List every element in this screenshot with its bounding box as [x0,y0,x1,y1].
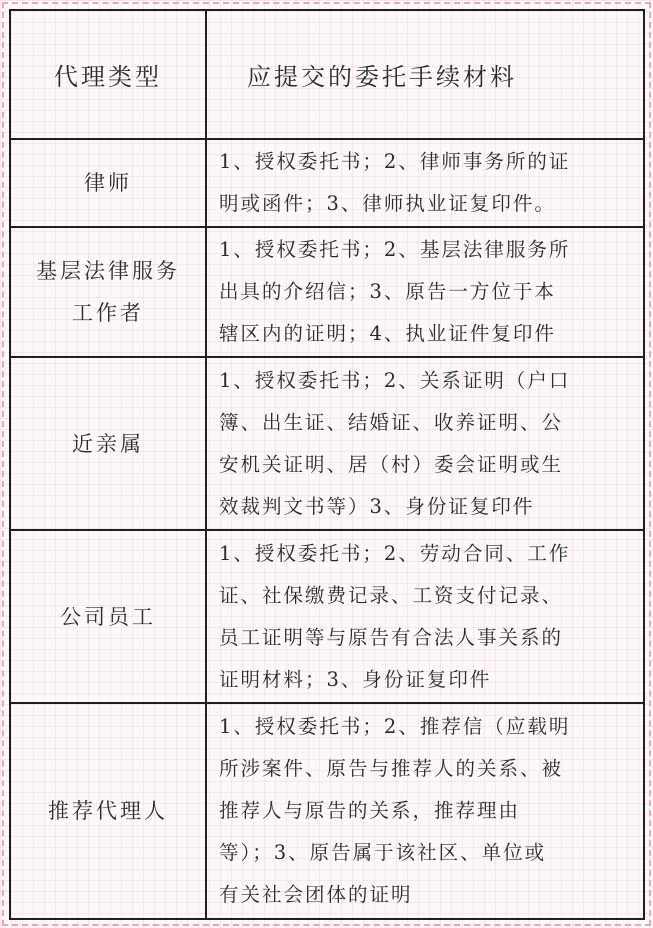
materials-line: 辖区内的证明；4、执业证件复印件 [219,322,556,345]
agent-type-text: 近亲属 [72,431,144,456]
header-row [10,10,644,139]
materials-line: 效裁判文书等）3、身份证复印件 [219,494,535,518]
materials-line: 明或函件；3、律师执业证复印件。 [219,192,556,215]
materials-line: 1、授权委托书；2、基层法律服务所 [219,238,571,261]
table-row [10,227,644,357]
materials-line: 1、授权委托书；2、关系证明（户口 [219,368,571,392]
materials-line: 证明材料；3、身份证复印件 [219,667,492,691]
agent-type-text: 工作者 [72,301,144,325]
materials-line: 所涉案件、原告与推荐人的关系、被 [219,757,564,780]
materials-line: 推荐人与原告的关系，推荐理由 [219,799,521,822]
materials-cell [206,530,644,703]
header-required-materials: 应提交的委托手续材料 [206,10,644,139]
materials-line: 1、授权委托书；2、推荐信（应载明 [219,715,571,738]
materials-line: 有关社会团体的证明 [219,883,413,906]
materials-cell [206,139,644,227]
table-row [10,530,644,703]
materials-line: 1、授权委托书；2、律师事务所的证 [219,150,571,173]
materials-line: 等）；3、原告属于该社区、单位或 [219,841,547,864]
materials-cell [206,357,644,530]
agent-type-cell [10,530,206,703]
header-agent-type: 代理类型 [10,10,206,139]
materials-line: 出具的介绍信；3、原告一方位于本 [219,280,556,303]
agent-type-cell [10,703,206,919]
materials-line: 1、授权委托书；2、劳动合同、工作 [219,541,571,565]
agent-type-text: 推荐代理人 [48,799,168,823]
table-row [10,357,644,530]
materials-line: 安机关证明、居（村）委会证明或生 [219,452,564,476]
agent-type-cell [10,227,206,357]
materials-line: 员工证明等与原告有合法人事关系的 [219,625,564,649]
agent-type-text: 公司员工 [60,604,156,629]
proxy-materials-table [9,9,645,920]
agent-type-cell [10,139,206,227]
materials-cell [206,227,644,357]
table-row [10,703,644,919]
materials-line: 簿、出生证、结婚证、收养证明、公 [219,410,564,434]
agent-type-text: 基层法律服务 [36,259,180,283]
table-row [10,139,644,227]
agent-type-cell [10,357,206,530]
agent-type-text: 律师 [84,171,132,195]
materials-cell [206,703,644,919]
materials-line: 证、社保缴费记录、工资支付记录、 [219,583,564,607]
